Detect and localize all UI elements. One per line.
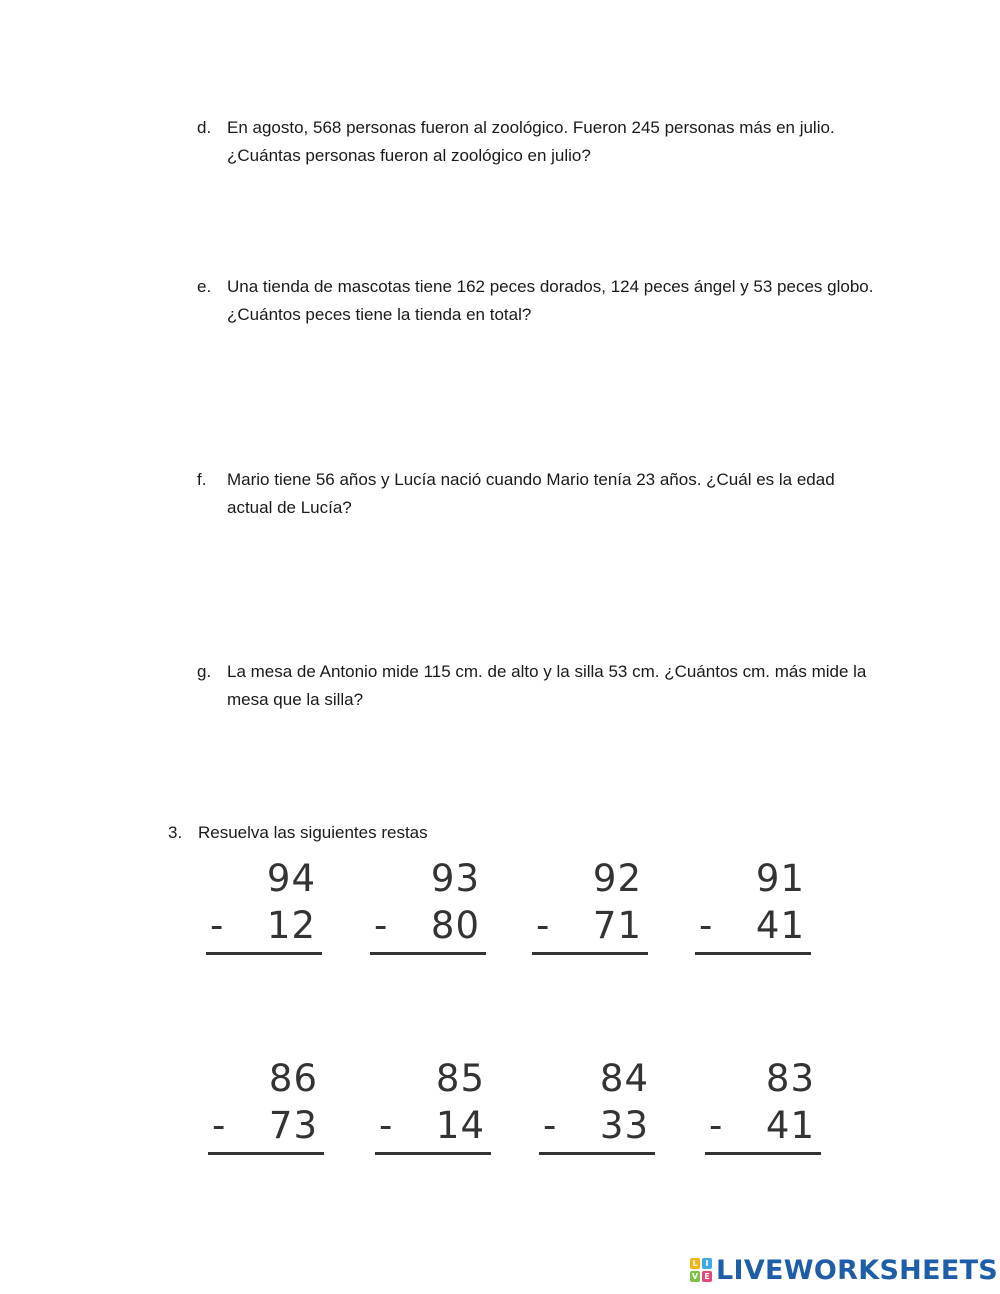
minuend: 85 bbox=[435, 1057, 485, 1100]
subtrahend: 73 bbox=[268, 1104, 318, 1147]
minuend: 84 bbox=[599, 1057, 649, 1100]
problem-letter: d. bbox=[197, 118, 212, 137]
minuend: 94 bbox=[266, 857, 316, 900]
subtrahend: 12 bbox=[266, 904, 316, 947]
minuend: 86 bbox=[268, 1057, 318, 1100]
minus-sign: - bbox=[210, 904, 224, 947]
problem-text: La mesa de Antonio mide 115 cm. de alto y la silla 53 cm. ¿Cuántos cm. más mide la mesa que la silla? bbox=[227, 662, 867, 709]
section-heading bbox=[168, 819, 428, 846]
minus-sign: - bbox=[212, 1104, 226, 1147]
answer-line[interactable] bbox=[208, 1152, 324, 1155]
answer-line[interactable] bbox=[206, 952, 322, 955]
subtrahend: 80 bbox=[430, 904, 480, 947]
problem-text: En agosto, 568 personas fueron al zoológico. Fueron 245 personas más en julio. ¿Cuántas personas fueron al zoológico en julio? bbox=[227, 118, 835, 165]
subtrahend: 14 bbox=[435, 1104, 485, 1147]
subtrahend: 41 bbox=[765, 1104, 815, 1147]
problem-text: Mario tiene 56 años y Lucía nació cuando Mario tenía 23 años. ¿Cuál es la edad actual de Lucía? bbox=[227, 470, 835, 517]
answer-line[interactable] bbox=[532, 952, 648, 955]
subtraction-exercise bbox=[370, 857, 490, 967]
answer-line[interactable] bbox=[695, 952, 811, 955]
subtrahend: 71 bbox=[592, 904, 642, 947]
problem-letter: g. bbox=[197, 662, 212, 681]
problem-e bbox=[197, 273, 877, 328]
minus-sign: - bbox=[536, 904, 550, 947]
subtrahend: 41 bbox=[755, 904, 805, 947]
answer-line[interactable] bbox=[705, 1152, 821, 1155]
logo-text: LIVEWORKSHEETS bbox=[716, 1254, 999, 1286]
section-number: 3. bbox=[168, 823, 183, 842]
minuend: 93 bbox=[430, 857, 480, 900]
subtraction-exercise bbox=[539, 1057, 659, 1167]
answer-line[interactable] bbox=[539, 1152, 655, 1155]
problem-text: Una tienda de mascotas tiene 162 peces dorados, 124 peces ángel y 53 peces globo. ¿Cuántos peces tiene la tienda en total? bbox=[227, 277, 874, 324]
minus-sign: - bbox=[379, 1104, 393, 1147]
minus-sign: - bbox=[374, 904, 388, 947]
subtraction-exercise bbox=[208, 1057, 328, 1167]
subtraction-exercise bbox=[532, 857, 652, 967]
liveworksheets-logo bbox=[690, 1254, 998, 1286]
logo-badge-letter: E bbox=[702, 1271, 712, 1282]
subtraction-exercise bbox=[705, 1057, 825, 1167]
minuend: 91 bbox=[755, 857, 805, 900]
answer-line[interactable] bbox=[375, 1152, 491, 1155]
problem-d bbox=[197, 114, 877, 169]
subtraction-exercise bbox=[206, 857, 326, 967]
problem-letter: f. bbox=[197, 470, 207, 489]
problem-letter: e. bbox=[197, 277, 212, 296]
logo-badge-letter: L bbox=[690, 1258, 700, 1269]
answer-line[interactable] bbox=[370, 952, 486, 955]
minus-sign: - bbox=[699, 904, 713, 947]
subtraction-exercise bbox=[375, 1057, 495, 1167]
problem-f bbox=[197, 466, 877, 521]
minuend: 92 bbox=[592, 857, 642, 900]
minuend: 83 bbox=[765, 1057, 815, 1100]
logo-badge-icon bbox=[690, 1258, 712, 1282]
subtraction-exercise bbox=[695, 857, 815, 967]
subtrahend: 33 bbox=[599, 1104, 649, 1147]
minus-sign: - bbox=[709, 1104, 723, 1147]
logo-badge-letter: I bbox=[702, 1258, 712, 1269]
section-title: Resuelva las siguientes restas bbox=[198, 823, 428, 842]
logo-badge-letter: V bbox=[691, 1272, 699, 1281]
problem-g bbox=[197, 658, 877, 713]
minus-sign: - bbox=[543, 1104, 557, 1147]
